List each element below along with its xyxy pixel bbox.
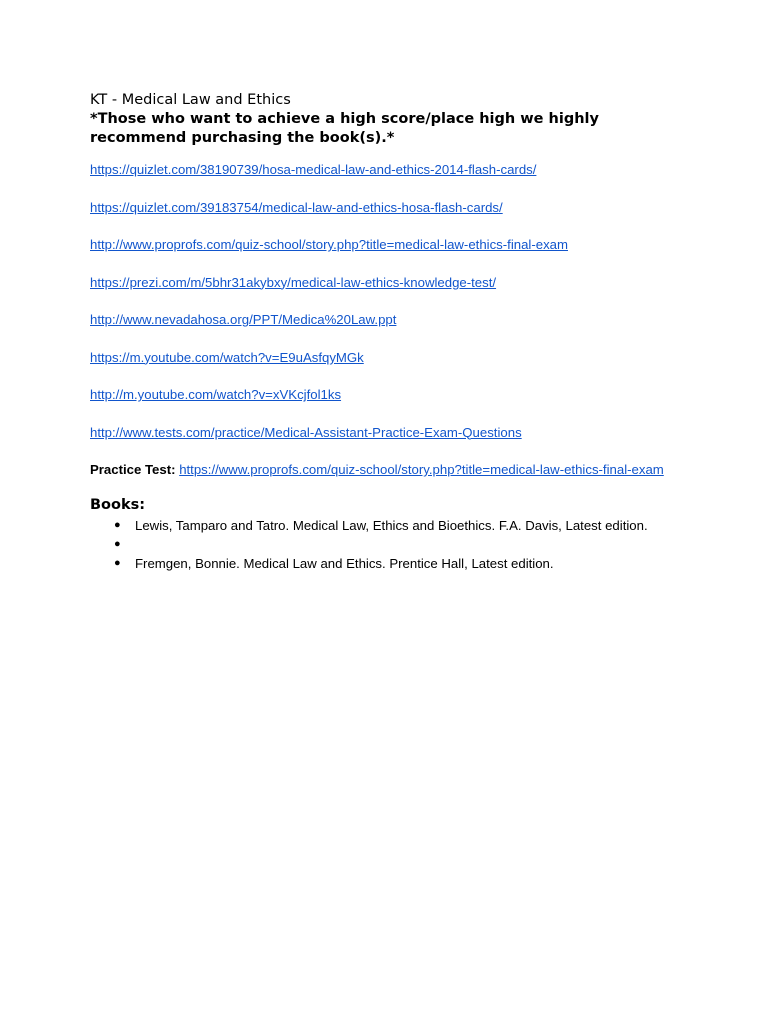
list-item [114, 554, 680, 573]
list-item [90, 274, 680, 292]
list-item [90, 236, 680, 254]
resource-link-tests[interactable]: http://www.tests.com/practice/Medical-Assistant-Practice-Exam-Questions [90, 424, 522, 440]
practice-test-link[interactable]: https://www.proprofs.com/quiz-school/story.php?title=medical-law-ethics-final-exam [179, 462, 664, 477]
list-item [90, 199, 680, 217]
list-item [90, 424, 680, 442]
list-item [90, 349, 680, 367]
recommendation-note: *Those who want to achieve a high score/place high we highly recommend purchasing the book(s).* [90, 111, 599, 146]
practice-test-label: Practice Test: [90, 462, 176, 477]
resource-link-youtube-2[interactable]: http://m.youtube.com/watch?v=xVKcjfol1ks [90, 387, 342, 402]
resource-link-prezi[interactable]: https://prezi.com/m/5bhr31akybxy/medical-law-ethics-knowledge-test/ [90, 274, 497, 290]
list-item [114, 516, 680, 535]
book-entry: Lewis, Tamparo and Tatro. Medical Law, Ethics and Bioethics. F.A. Davis, Latest edition. [135, 517, 648, 533]
resource-link-nevadahosa[interactable]: http://www.nevadahosa.org/PPT/Medica%20Law.ppt [90, 312, 397, 327]
list-item [90, 386, 680, 404]
resource-link-youtube-1[interactable]: https://m.youtube.com/watch?v=E9uAsfqyMGk [90, 349, 364, 365]
resource-link-proprofs[interactable]: http://www.proprofs.com/quiz-school/story.php?title=medical-law-ethics-final-exam [90, 237, 568, 252]
bullet-icon: ● [114, 518, 121, 531]
document-title: KT - Medical Law and Ethics [90, 92, 291, 108]
bullet-icon: ● [114, 537, 121, 550]
book-entry: Fremgen, Bonnie. Medical Law and Ethics. Prentice Hall, Latest edition. [135, 555, 554, 571]
resource-link-quizlet-1[interactable]: https://quizlet.com/38190739/hosa-medical-law-and-ethics-2014-flash-cards/ [90, 162, 537, 177]
resource-link-quizlet-2[interactable]: https://quizlet.com/39183754/medical-law-and-ethics-hosa-flash-cards/ [90, 199, 503, 215]
books-list [90, 516, 680, 573]
list-item [90, 161, 680, 179]
bullet-icon: ● [114, 556, 121, 569]
list-item [114, 535, 680, 554]
practice-test-line [90, 461, 680, 480]
books-heading: Books: [90, 496, 146, 513]
resource-link-list [90, 161, 680, 442]
list-item [90, 311, 680, 329]
document-page [90, 91, 680, 573]
